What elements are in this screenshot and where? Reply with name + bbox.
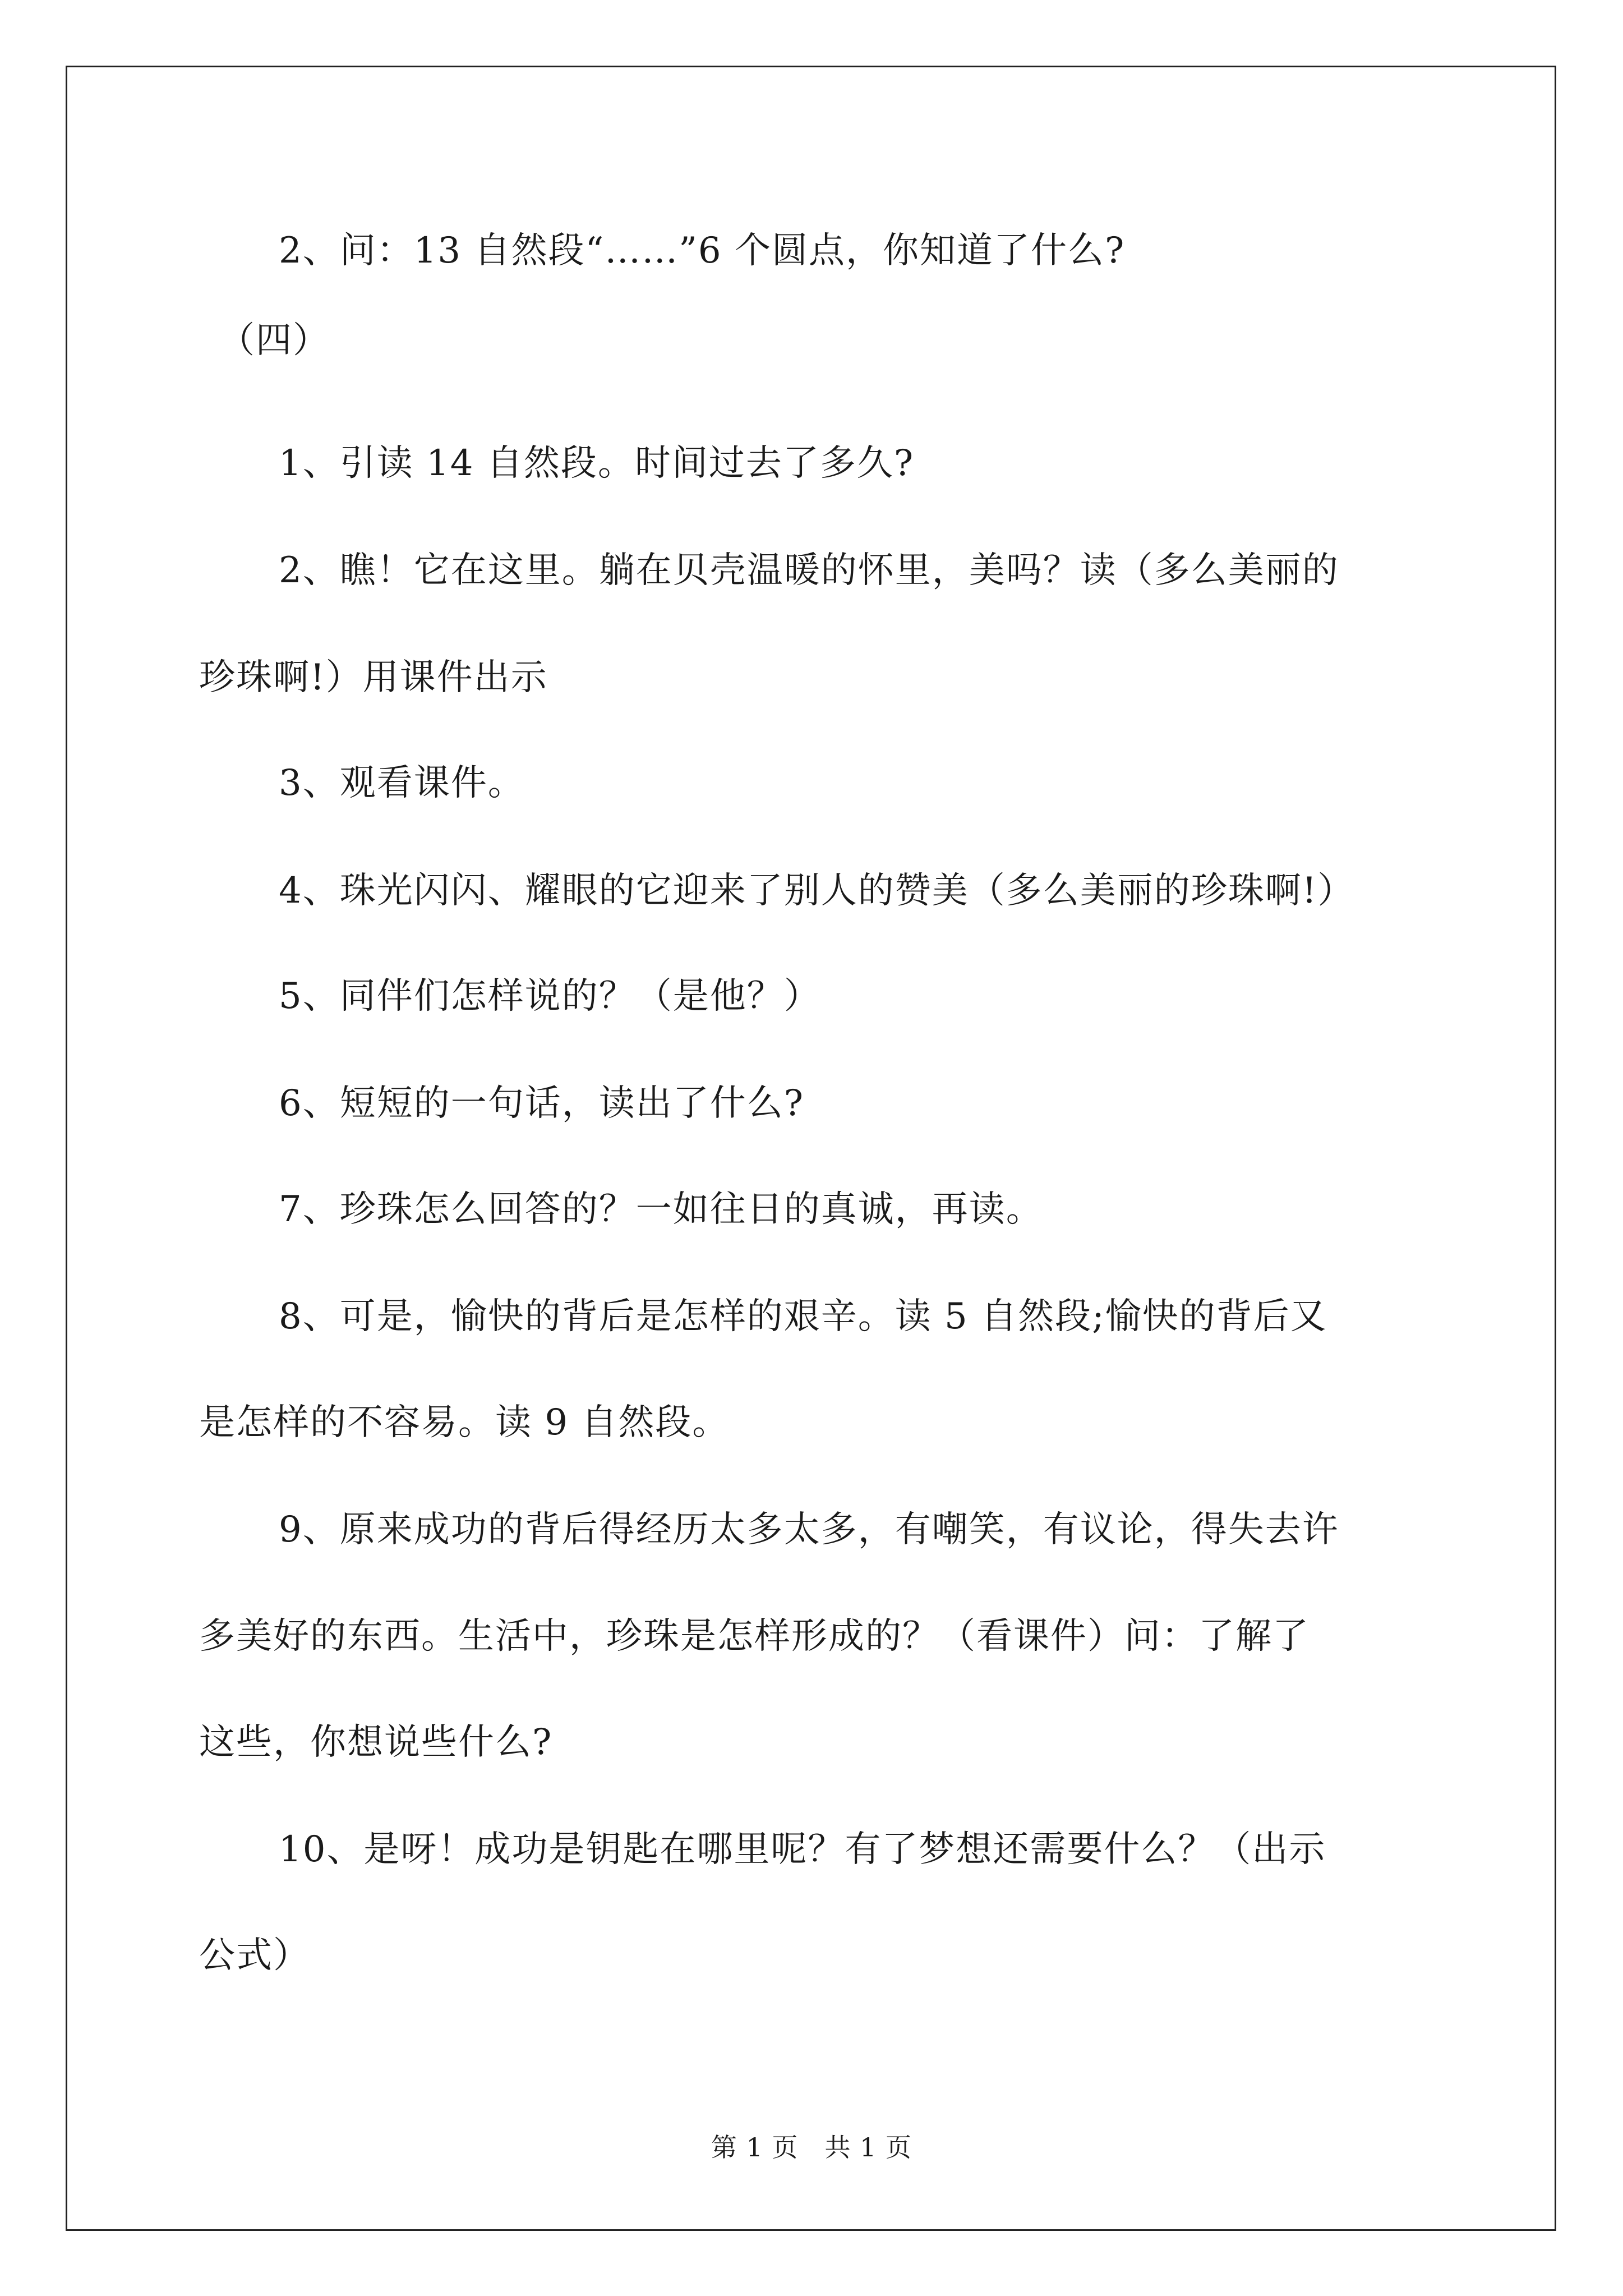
text-line: 8、可是，愉快的背后是怎样的艰辛。读 5 自然段;愉快的背后又 [279,1296,1327,1337]
text-line: 珍珠啊!）用课件出示 [199,657,548,698]
section-heading: （四） [219,320,330,361]
text-line: 1、引读 14 自然段。时间过去了多久? [279,443,915,484]
text-line: 9、原来成功的背后得经历太多太多，有嘲笑，有议论，得失去许 [279,1509,1339,1550]
text-line: 3、观看课件。 [279,762,525,804]
text-line: 是怎样的不容易。读 9 自然段。 [199,1402,730,1443]
text-line: 6、短短的一句话，读出了什么? [279,1083,805,1124]
text-line: 2、问：13 自然段“……”6 个圆点，你知道了什么? [279,230,1126,272]
text-line: 公式） [199,1935,310,1976]
text-line: 5、同伴们怎样说的？（是他？） [279,976,821,1017]
text-line: 10、是呀！成功是钥匙在哪里呢？有了梦想还需要什么？（出示 [279,1829,1326,1870]
text-line: 4、珠光闪闪、耀眼的它迎来了别人的赞美（多么美丽的珍珠啊!） [279,870,1355,912]
text-line: 这些，你想说些什么? [199,1722,553,1763]
page-footer: 第 1 页 共 1 页 [711,2132,912,2162]
text-line: 2、瞧！它在这里。躺在贝壳温暖的怀里，美吗？读（多么美丽的 [279,550,1339,591]
text-line: 7、珍珠怎么回答的？一如往日的真诚，再读。 [279,1189,1043,1230]
page-border [66,66,1556,2231]
text-line: 多美好的东西。生活中，珍珠是怎样形成的？（看课件）问：了解了 [199,1616,1310,1657]
